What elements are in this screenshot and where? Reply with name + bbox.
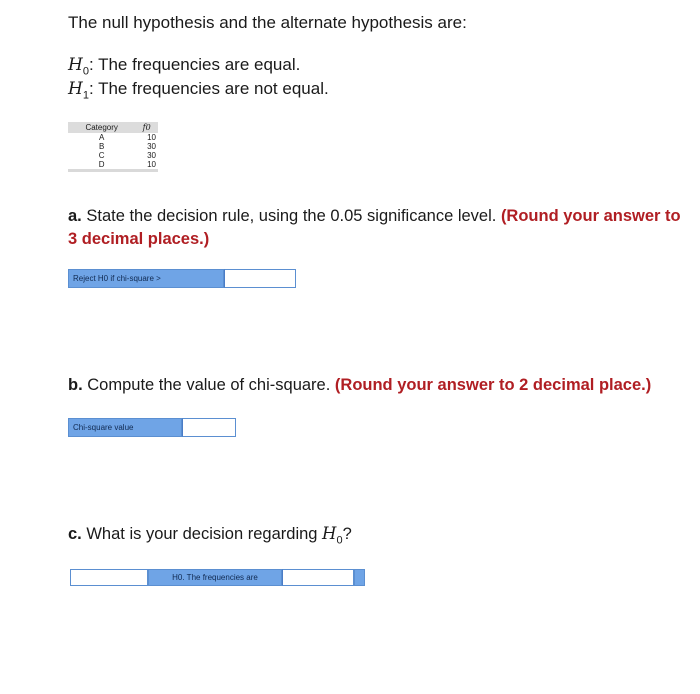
question-c-symbol: H <box>322 524 337 543</box>
alternate-hypothesis <box>68 79 329 101</box>
table-cell-f0: 10 <box>135 160 158 171</box>
chi-square-input[interactable] <box>182 418 236 437</box>
conclusion-label <box>148 569 282 586</box>
frequency-table <box>68 122 158 172</box>
chi-square-label: Chi-square value <box>68 418 182 437</box>
table-cell-f0: 30 <box>147 151 156 160</box>
table-cell-category: A <box>99 133 105 142</box>
table-cell-category: C <box>98 151 105 160</box>
conclusion-select[interactable] <box>282 569 354 586</box>
intro-text: The null hypothesis and the alternate hypothesis are: <box>68 13 467 32</box>
table-cell-f0: 30 <box>147 142 156 151</box>
h1-subscript: 1 <box>82 89 89 102</box>
reject-rule-label: Reject H0 if chi-square > <box>68 269 224 288</box>
question-a <box>68 205 693 251</box>
table-cell-category: B <box>99 142 105 151</box>
question-b <box>68 374 693 397</box>
h1-text: : The frequencies are not equal. <box>88 79 329 98</box>
conclusion-label-text: H0. The frequencies are <box>172 573 258 582</box>
table-header-row <box>68 122 158 133</box>
table-row <box>68 142 158 151</box>
h0-text: : The frequencies are equal. <box>88 55 301 74</box>
h0-symbol: H <box>68 55 83 75</box>
question-b-text: Compute the value of chi-square. <box>82 376 335 394</box>
conclusion-dropdown-end[interactable] <box>354 569 365 586</box>
table-row <box>68 151 158 160</box>
question-c-letter: c. <box>68 525 82 543</box>
table-cell-category: D <box>68 160 135 171</box>
table-row <box>68 133 158 142</box>
table-cell-f0: 10 <box>147 133 156 142</box>
null-hypothesis <box>68 55 300 77</box>
question-c-tail: ? <box>342 525 352 543</box>
column-header-f0: f0 <box>135 122 158 133</box>
decision-select[interactable] <box>70 569 148 586</box>
question-c-subscript: 0 <box>336 534 343 547</box>
question-a-instruction: (Round your answer to 3 decimal places.) <box>68 207 681 248</box>
critical-value-input[interactable] <box>224 269 296 288</box>
h1-symbol: H <box>68 79 83 99</box>
question-c-text: What is your decision regarding <box>81 525 323 543</box>
question-a-text: State the decision rule, using the 0.05 significance level. <box>81 207 501 225</box>
column-header-category: Category <box>68 122 135 133</box>
question-a-letter: a. <box>68 207 82 225</box>
question-c <box>68 522 693 552</box>
question-b-instruction: (Round your answer to 2 decimal place.) <box>334 376 652 394</box>
table-row <box>68 160 158 171</box>
question-b-letter: b. <box>68 376 83 394</box>
h0-subscript: 0 <box>82 65 89 78</box>
